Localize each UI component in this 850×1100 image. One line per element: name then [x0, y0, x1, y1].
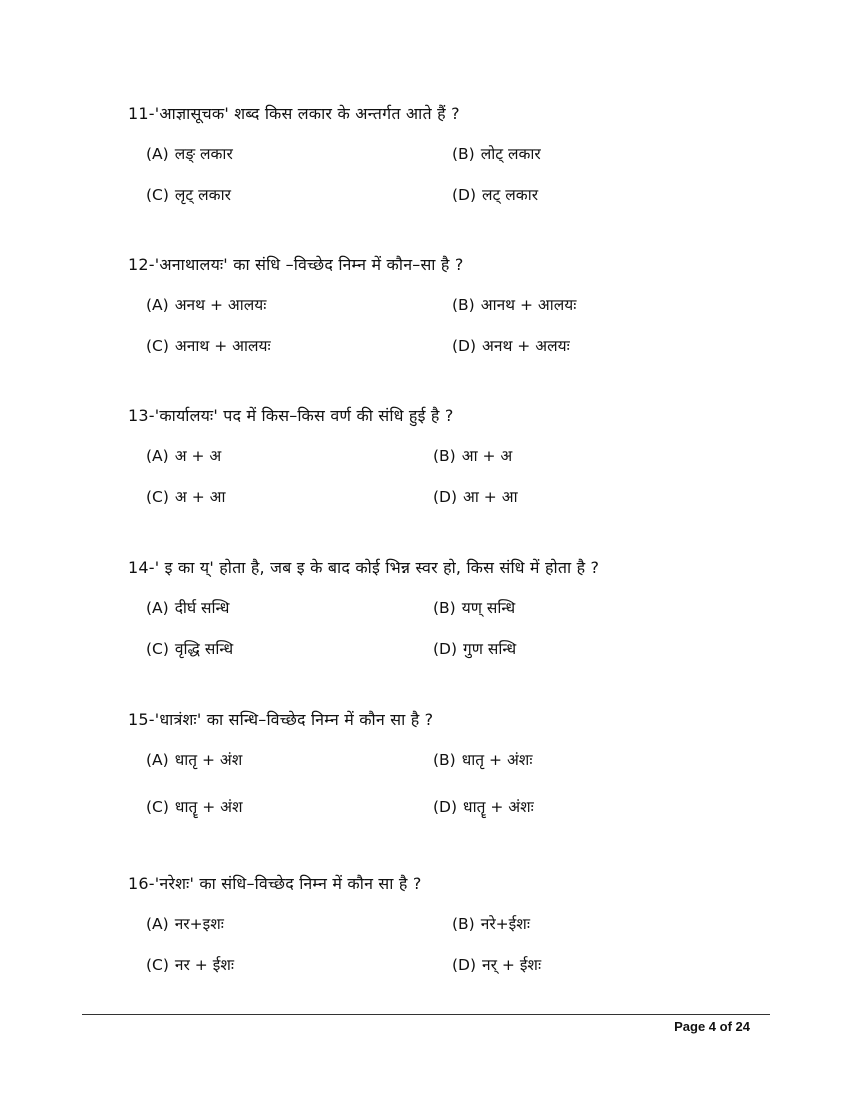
question-13 — [0, 405, 850, 535]
option-text: लोट् लकार — [480, 145, 541, 163]
option-text: अ + अ — [174, 447, 222, 465]
question-stem: 16-'नरेशः' का संधि–विच्छेद निम्न में कौन सा है ? — [128, 874, 422, 893]
option-text: आ + आ — [463, 488, 518, 506]
option-letter: (B) — [452, 145, 475, 163]
option-text: लङ् लकार — [174, 145, 233, 163]
option-text: यण् सन्धि — [461, 599, 516, 617]
option-text: नरे+ईशः — [480, 915, 530, 933]
option-b — [433, 597, 515, 619]
option-a — [146, 597, 229, 619]
option-b — [452, 294, 576, 316]
option-d — [452, 335, 570, 357]
question-14 — [0, 557, 850, 687]
option-a — [146, 143, 233, 165]
option-b — [433, 445, 512, 467]
option-letter: (A) — [146, 296, 169, 314]
option-letter: (D) — [433, 640, 458, 658]
option-letter: (D) — [452, 186, 477, 204]
question-15 — [0, 709, 850, 839]
option-a — [146, 913, 224, 935]
option-c — [146, 335, 271, 357]
option-letter: (C) — [146, 337, 169, 355]
option-letter: (C) — [146, 186, 169, 204]
option-c — [146, 184, 231, 206]
option-b — [433, 749, 532, 771]
option-letter: (D) — [452, 956, 477, 974]
option-letter: (A) — [146, 599, 169, 617]
question-11 — [0, 103, 850, 233]
question-stem: 14-' इ का य्' होता है, जब इ के बाद कोई भिन्न स्वर हो, किस संधि में होता है ? — [128, 558, 600, 577]
option-text: धातॄ + अंश — [174, 798, 243, 816]
option-letter: (B) — [452, 296, 475, 314]
option-text: लृट् लकार — [174, 186, 231, 204]
option-c — [146, 796, 243, 818]
option-text: अनाथ + आलयः — [174, 337, 271, 355]
option-letter: (A) — [146, 915, 169, 933]
option-b — [452, 913, 530, 935]
option-text: अनथ + आलयः — [174, 296, 267, 314]
option-letter: (C) — [146, 798, 169, 816]
option-letter: (B) — [433, 751, 456, 769]
option-d — [433, 638, 516, 660]
option-text: नर् + ईशः — [482, 956, 542, 974]
option-text: धातृ + अंशः — [461, 751, 533, 769]
option-text: गुण सन्धि — [463, 640, 517, 658]
option-c — [146, 954, 234, 976]
option-d — [452, 954, 541, 976]
option-d — [433, 486, 518, 508]
option-text: धातॄ + अंशः — [463, 798, 534, 816]
option-text: दीर्घ सन्धि — [174, 599, 230, 617]
option-letter: (A) — [146, 447, 169, 465]
option-c — [146, 486, 225, 508]
option-text: वृद्धि सन्धि — [174, 640, 234, 658]
option-letter: (A) — [146, 751, 169, 769]
question-stem: 11-'आज्ञासूचक' शब्द किस लकार के अन्तर्गत आते हैं ? — [128, 104, 460, 123]
option-text: लट् लकार — [482, 186, 539, 204]
option-text: आनथ + आलयः — [480, 296, 577, 314]
option-letter: (D) — [433, 798, 458, 816]
option-b — [452, 143, 541, 165]
option-a — [146, 445, 221, 467]
option-letter: (B) — [433, 599, 456, 617]
option-letter: (A) — [146, 145, 169, 163]
option-d — [433, 796, 534, 818]
question-stem: 13-'कार्यालयः' पद में किस–किस वर्ण की संधि हुई है ? — [128, 406, 454, 425]
question-stem: 12-'अनाथालयः' का संधि –विच्छेद निम्न में कौन–सा है ? — [128, 255, 464, 274]
option-d — [452, 184, 538, 206]
option-letter: (C) — [146, 488, 169, 506]
option-text: धातृ + अंश — [174, 751, 243, 769]
question-12 — [0, 254, 850, 384]
option-a — [146, 294, 266, 316]
option-letter: (B) — [433, 447, 456, 465]
option-letter: (D) — [452, 337, 477, 355]
option-letter: (C) — [146, 640, 169, 658]
option-letter: (B) — [452, 915, 475, 933]
option-text: आ + अ — [461, 447, 513, 465]
footer-divider — [82, 1014, 770, 1015]
option-letter: (C) — [146, 956, 169, 974]
page-number: Page 4 of 24 — [674, 1019, 750, 1034]
option-c — [146, 638, 233, 660]
option-text: अनथ + अलयः — [482, 337, 570, 355]
option-a — [146, 749, 242, 771]
option-text: अ + आ — [174, 488, 226, 506]
option-letter: (D) — [433, 488, 458, 506]
option-text: नर + ईशः — [174, 956, 234, 974]
question-16 — [0, 873, 850, 1003]
question-stem: 15-'धात्रंशः' का सन्धि–विच्छेद निम्न में कौन सा है ? — [128, 710, 434, 729]
option-text: नर+इशः — [174, 915, 224, 933]
